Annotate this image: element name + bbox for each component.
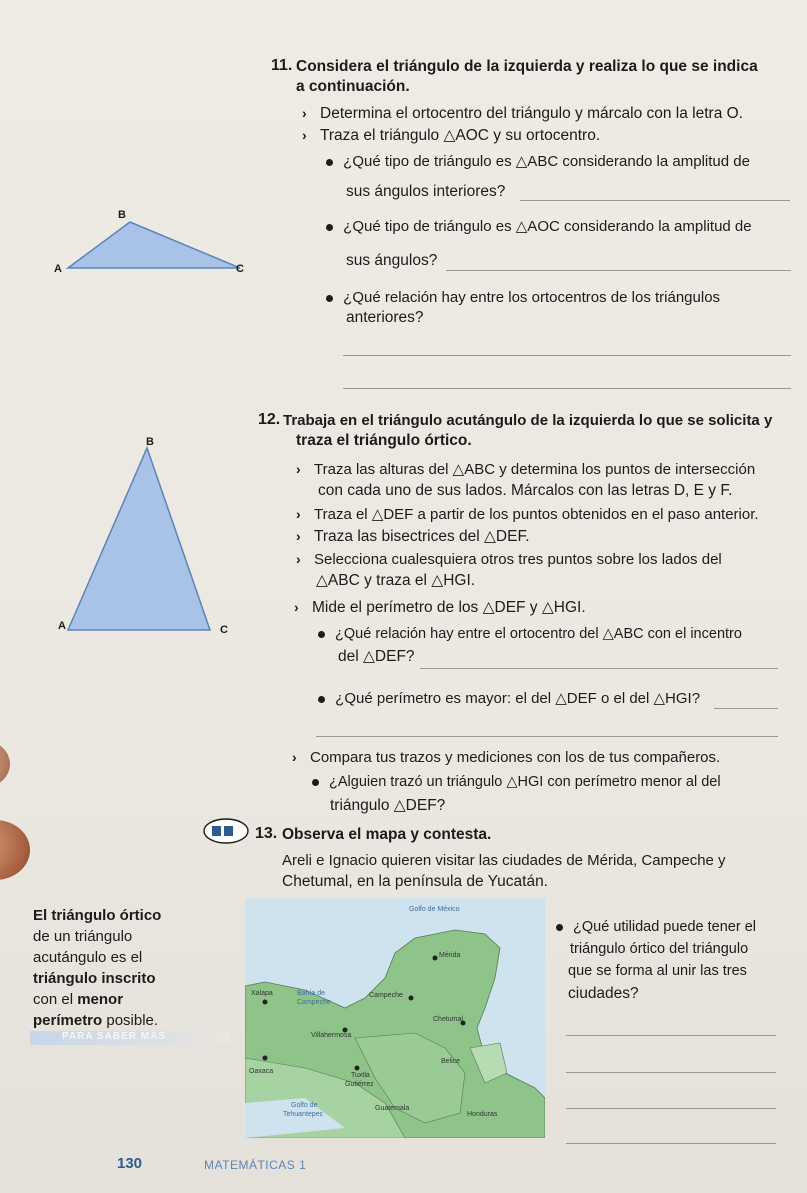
chevron-right-icon: › [296,528,301,544]
vertex-label-c: C [236,263,244,275]
map-label-tehuantepec: Tehuantepec [283,1111,324,1118]
q12-intro-line2 [296,431,472,451]
q12-step-1 [296,459,755,480]
q12-step-6-text: Compara tus trazos y mediciones con los de tus compañeros. [310,749,721,766]
answer-line[interactable] [714,708,778,709]
chevron-right-icon: › [302,105,307,121]
map-label-guatemala: Guatemala [375,1105,410,1112]
map-label-belice: Belice [441,1058,461,1065]
q11-question-1 [326,152,750,172]
q11-question-1-cont: sus ángulos interiores? [346,183,506,200]
bullet-dot-icon [312,779,319,786]
map-label-gulf: Golfo de México [409,906,460,913]
q12-step-4 [296,549,722,570]
map-label-bahia: Bahía de [297,990,326,997]
chevron-right-icon: › [296,551,301,567]
q13-number: 13. [255,825,278,842]
q11-step-1-text: Determina el ortocentro del triángulo y márcalo con la letra O. [320,105,744,122]
q12-step-1-cont: con cada uno de sus lados. Márcalos con las letras D, E y F. [318,482,733,499]
q13-question-text: ¿Qué utilidad puede tener el [573,919,757,935]
q13-intro-line1: Observa el mapa y contesta. [282,826,492,843]
map-label-chetumal: Chetumal [433,1016,463,1023]
bullet-dot-icon [326,224,333,231]
q12-step-4-text: Selecciona cualesquiera otros tres puntos sobre los lados del [314,551,722,568]
bullet-dot-icon [326,159,333,166]
map-label-tuxtla: Gutiérrez [345,1081,374,1088]
vertex-label-b: B [146,436,154,448]
q12-step-4-cont: △ABC y traza el △HGI. [316,572,476,589]
map-label-bahia: Campeche [297,999,331,1006]
team-icon [202,818,250,844]
triangle-abc-shape [68,222,240,268]
q13-question-line3: que se forma al unir las tres [568,963,747,979]
sidebar-tag-label: PARA SABER MÁS [62,1031,167,1042]
chevron-right-icon: › [294,599,299,615]
q11-question-3 [326,288,720,308]
q12-intro-bold: triángulo órtico. [353,432,472,449]
map-label-oaxaca: Oaxaca [249,1068,274,1075]
sidebar-line [33,989,223,1010]
sidebar-line: de un triángulo [33,928,133,945]
q12-question-3 [312,772,721,792]
q12-step-2-text: Traza el △DEF a partir de los puntos obtenidos en el paso anterior. [314,506,759,523]
bullet-dot-icon [326,295,333,302]
q12-step-5 [294,597,586,618]
page-number: 130 [117,1155,143,1172]
sidebar-tag-bar [30,1031,230,1045]
answer-line[interactable] [343,388,791,389]
q13-question [556,917,756,937]
map-label-merida: Mérida [439,952,461,959]
q12-step-1-text: Traza las alturas del △ABC y determina los puntos de intersección [314,461,756,478]
q13-intro-line3: Chetumal, en la península de Yucatán. [282,873,548,890]
sidebar-line: El triángulo órtico [33,907,162,924]
answer-line[interactable] [343,355,791,356]
answer-line[interactable] [446,270,791,271]
q12-question-3-text: ¿Alguien trazó un triángulo △HGI con perímetro menor al del [329,774,721,790]
yucatan-map [245,898,545,1138]
chevron-right-icon: › [292,749,297,765]
q12-intro-prefix: traza el [296,432,354,449]
sidebar-line: triángulo inscrito [33,970,156,987]
q12-step-3 [296,526,530,547]
q11-intro-line2: a continuación. [296,78,410,95]
q13-question-line4: ciudades? [568,985,639,1002]
map-label-campeche: Campeche [369,992,403,999]
q11-question-3-text: ¿Qué relación hay entre los ortocentros de los triángulos [343,289,721,306]
answer-line[interactable] [566,1143,776,1144]
vertex-label-a: A [54,263,62,275]
sidebar-line [33,1010,223,1031]
bullet-dot-icon [318,631,325,638]
chevron-right-icon: › [296,461,301,477]
vertex-label-b: B [118,209,126,221]
bullet-dot-icon [318,696,325,703]
q12-step-2 [296,504,759,525]
q13-question-line2: triángulo órtico del triángulo [570,941,749,957]
q11-intro-line1: Considera el triángulo de la izquierda y realiza lo que se indica [296,58,758,75]
q12-question-3-cont: triángulo △DEF? [330,797,446,814]
finger-artifact [0,820,30,880]
q11-step-2 [302,125,600,146]
map-label-honduras: Honduras [467,1111,498,1118]
map-land-shape [245,898,545,1138]
q11-step-2-text: Traza el triángulo △AOC y su ortocentro. [320,127,601,144]
map-label-tuxtla: Tuxtla [351,1072,370,1079]
q13-intro-line2: Areli e Ignacio quieren visitar las ciudades de Mérida, Campeche y [282,852,726,869]
q11-number: 11. [271,57,293,74]
answer-line[interactable] [316,736,778,737]
q12-question-1 [318,624,742,644]
map-label-tehuantepec: Golfo de [291,1102,318,1109]
answer-line[interactable] [566,1072,776,1073]
chevron-right-icon: › [302,127,307,143]
q12-number: 12. [258,411,281,428]
q12-step-3-text: Traza las bisectrices del △DEF. [314,528,530,545]
map-label-xalapa: Xalapa [251,990,273,997]
q11-obtuse-triangle [40,200,260,280]
q11-step-1 [302,103,743,124]
q11-question-2-cont: sus ángulos? [346,252,438,269]
triangle-abc-shape [68,448,210,630]
sidebar-text-part: perímetro [33,1012,103,1029]
q11-question-1-text: ¿Qué tipo de triángulo es △ABC considerando la amplitud de [343,153,750,170]
answer-line[interactable] [566,1108,776,1109]
q11-question-3-cont: anteriores? [346,309,424,326]
q12-acute-triangle [60,440,240,640]
q12-intro-line1: Trabaja en el triángulo acutángulo de la izquierda lo que se solicita y [283,412,773,429]
q11-question-2 [326,217,752,237]
vertex-label-a: A [58,620,66,632]
map-label-villahermosa: Villahermosa [311,1032,352,1039]
book-title: MATEMÁTICAS 1 [204,1158,307,1172]
sidebar-line: acutángulo es el [33,949,143,966]
q12-question-2 [318,689,700,709]
sidebar-text-part: posible. [102,1012,159,1029]
answer-line[interactable] [520,200,790,201]
sidebar-text-part: menor [77,991,124,1008]
answer-line[interactable] [420,668,778,669]
answer-line[interactable] [566,1035,776,1036]
vertex-label-c: C [220,624,228,636]
finger-artifact [0,740,10,788]
q12-question-2-text: ¿Qué perímetro es mayor: el del △DEF o el del △HGI? [335,690,701,707]
q12-question-1-text: ¿Qué relación hay entre el ortocentro del △ABC con el incentro [335,626,742,642]
chevron-right-icon: › [296,506,301,522]
q12-step-5-text: Mide el perímetro de los △DEF y △HGI. [312,599,586,616]
sidebar-text-part: con el [33,991,78,1008]
q12-question-1-cont: del △DEF? [338,648,415,665]
q12-step-6 [292,747,720,768]
q11-question-2-text: ¿Qué tipo de triángulo es △AOC considerando la amplitud de [343,218,752,235]
sidebar-note [33,905,223,1031]
bullet-dot-icon [556,924,563,931]
